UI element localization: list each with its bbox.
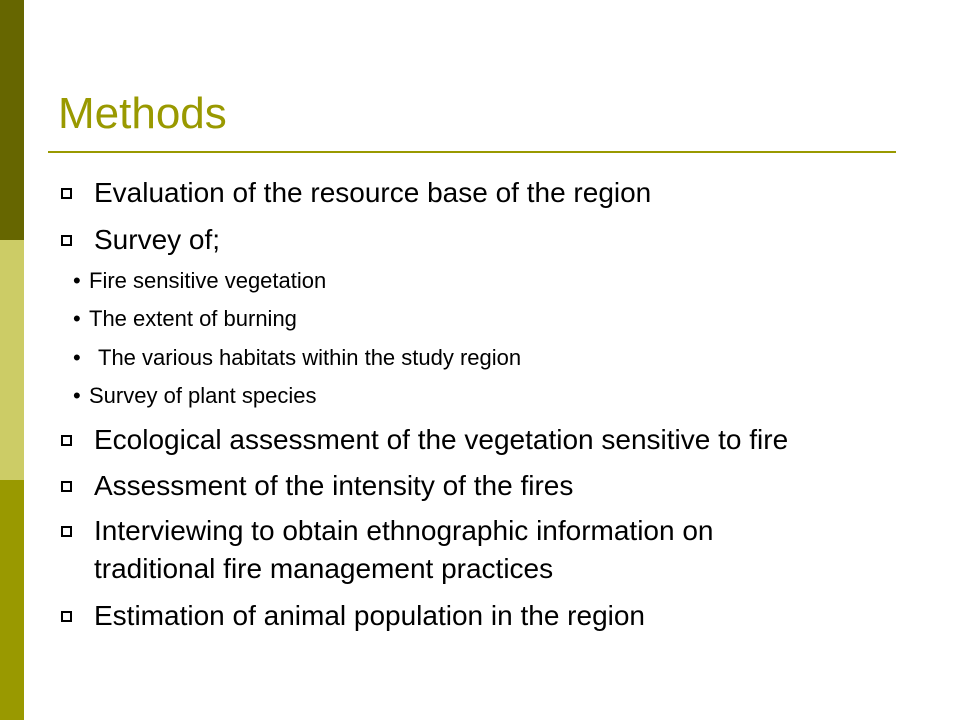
bullet-text-line-1: Interviewing to obtain ethnographic information on	[94, 515, 714, 546]
square-bullet-icon	[61, 435, 72, 446]
sub-bullet-item	[0, 304, 960, 334]
bullet-item	[0, 221, 960, 259]
sub-bullet-item	[0, 381, 960, 411]
bullet-item	[0, 421, 960, 459]
square-bullet-icon	[61, 611, 72, 622]
sub-bullet-item	[0, 266, 960, 296]
square-bullet-icon	[61, 481, 72, 492]
sub-bullet-item	[0, 343, 960, 373]
square-bullet-icon	[61, 188, 72, 199]
sub-bullet-text: The various habitats within the study region	[98, 345, 522, 370]
bullet-item	[0, 174, 960, 212]
square-bullet-icon	[61, 235, 72, 246]
dot-bullet-icon: •	[73, 383, 81, 408]
bullet-text: Evaluation of the resource base of the region	[94, 177, 652, 208]
title-underline	[48, 151, 896, 153]
bullet-item	[0, 512, 960, 588]
dot-bullet-icon: •	[73, 345, 81, 370]
bullet-text: Ecological assessment of the vegetation sensitive to fire	[94, 424, 789, 455]
dot-bullet-icon: •	[73, 306, 81, 331]
bullet-text: Estimation of animal population in the region	[94, 600, 646, 631]
square-bullet-icon	[61, 526, 72, 537]
bullet-item	[0, 467, 960, 505]
bullet-text: Assessment of the intensity of the fires	[94, 470, 574, 501]
bullet-text: Survey of;	[94, 224, 221, 255]
dot-bullet-icon: •	[73, 268, 81, 293]
bullet-text-line-2: traditional fire management practices	[94, 553, 554, 584]
sub-bullet-text: Survey of plant species	[89, 383, 317, 408]
slide-title: Methods	[58, 89, 227, 138]
sub-bullet-text: Fire sensitive vegetation	[89, 268, 327, 293]
bullet-item	[0, 597, 960, 635]
sub-bullet-text: The extent of burning	[89, 306, 297, 331]
